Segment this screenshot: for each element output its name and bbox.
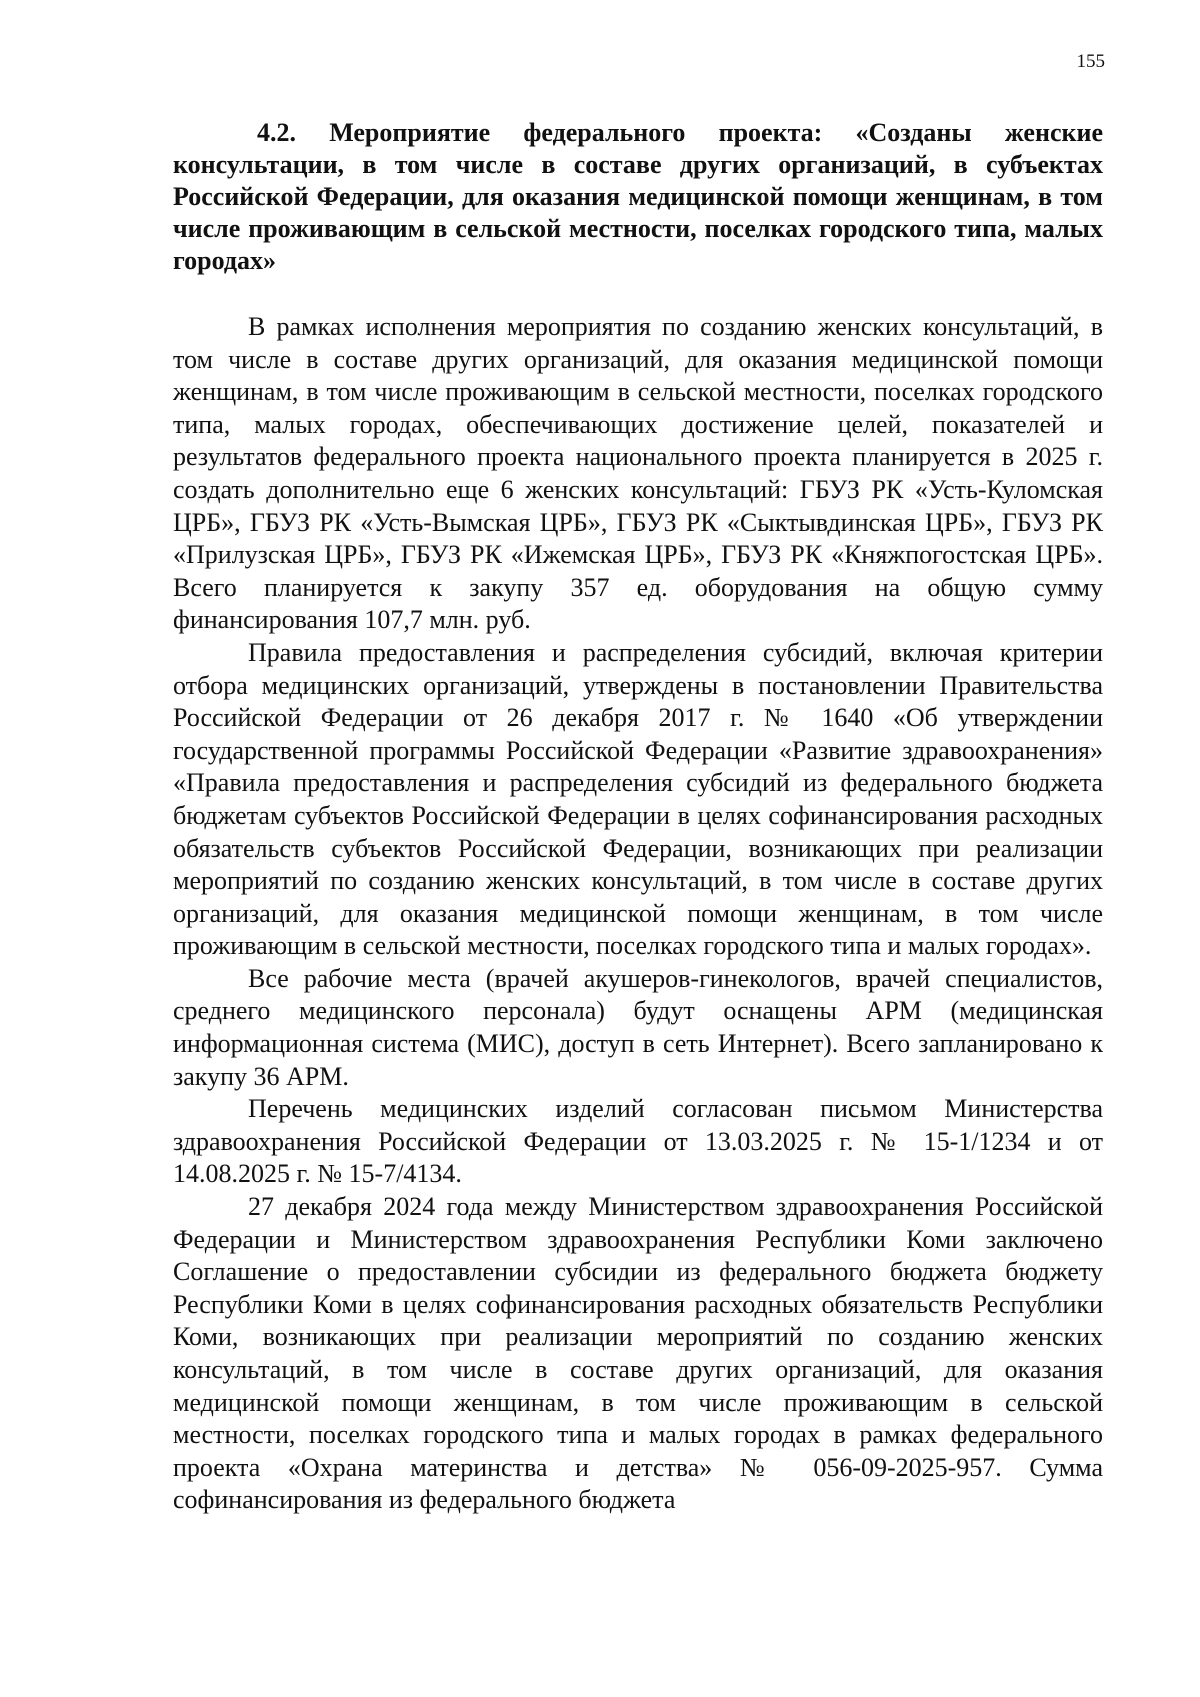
paragraph-5: 27 декабря 2024 года между Министерством здравоохранения Российской Федерации и Министерством здравоохранения Республики Коми заключено Соглашение о предоставлении субсидии из федерального бюджета бюджету Республики Коми в целях софинансирования расходных обязательств Республики Коми, возникающих при реализации мероприятий по созданию женских консультаций, в том числе в составе других организаций, для оказания медицинской помощи женщинам, в том числе проживающим в сельской местности, поселках городского типа и малых городах в рамках федерального проекта «Охрана материнства и детства» № 056-09-2025-957. Сумма софинансирования из федерального бюджета bbox=[173, 1192, 1103, 1515]
paragraph-2: Правила предоставления и распределения субсидий, включая критерии отбора медицинских организаций, утверждены в постановлении Правительства Российской Федерации от 26 декабря 2017 г. № 1640 «Об утверждении государственной программы Российской Федерации «Развитие здравоохранения» «Правила предоставления и распределения субсидий из федерального бюджета бюджетам субъектов Российской Федерации в целях софинансирования расходных обязательств субъектов Российской Федерации, возникающих при реализации мероприятий по созданию женских консультаций, в том числе в составе других организаций, для оказания медицинской помощи женщинам, в том числе проживающим в сельской местности, поселках городского типа и малых городах». bbox=[173, 637, 1103, 961]
paragraph-3: Все рабочие места (врачей акушеров-гинекологов, врачей специалистов, среднего медицинского персонала) будут оснащены АРМ (медицинская информационная система (МИС), доступ в сеть Интернет). Всего запланировано к закупу 36 АРМ. bbox=[173, 963, 1103, 1091]
paragraph-1: В рамках исполнения мероприятия по созданию женских консультаций, в том числе в составе других организаций, для оказания медицинской помощи женщинам, в том числе проживающим в сельской местности, поселках городского типа, малых городах, обеспечивающих достижение целей, показателей и результатов федерального проекта национального проекта планируется в 2025 г. создать дополнительно еще 6 женских консультаций: ГБУЗ РК «Усть-Куломская ЦРБ», ГБУЗ РК «Усть-Вымская ЦРБ», ГБУЗ РК «Сыктывдинская ЦРБ», ГБУЗ РК «Прилузская ЦРБ», ГБУЗ РК «Ижемская ЦРБ», ГБУЗ РК «Княжпогостская ЦРБ». Всего планируется к закупу 357 ед. оборудования на общую сумму финансирования 107,7 млн. руб. bbox=[173, 312, 1103, 635]
document-body bbox=[173, 117, 1103, 1517]
page-number: 155 bbox=[1076, 51, 1105, 72]
paragraph-4: Перечень медицинских изделий согласован письмом Министерства здравоохранения Российской Федерации от 13.03.2025 г. № 15-1/1234 и от 14.08.2025 г. № 15-7/4134. bbox=[173, 1094, 1103, 1189]
section-heading: 4.2. Мероприятие федерального проекта: «Созданы женские консультации, в том числе в составе других организаций, в субъектах Российской Федерации, для оказания медицинской помощи женщинам, в том числе проживающим в сельской местности, поселках городского типа, малых городах» bbox=[173, 118, 1103, 275]
